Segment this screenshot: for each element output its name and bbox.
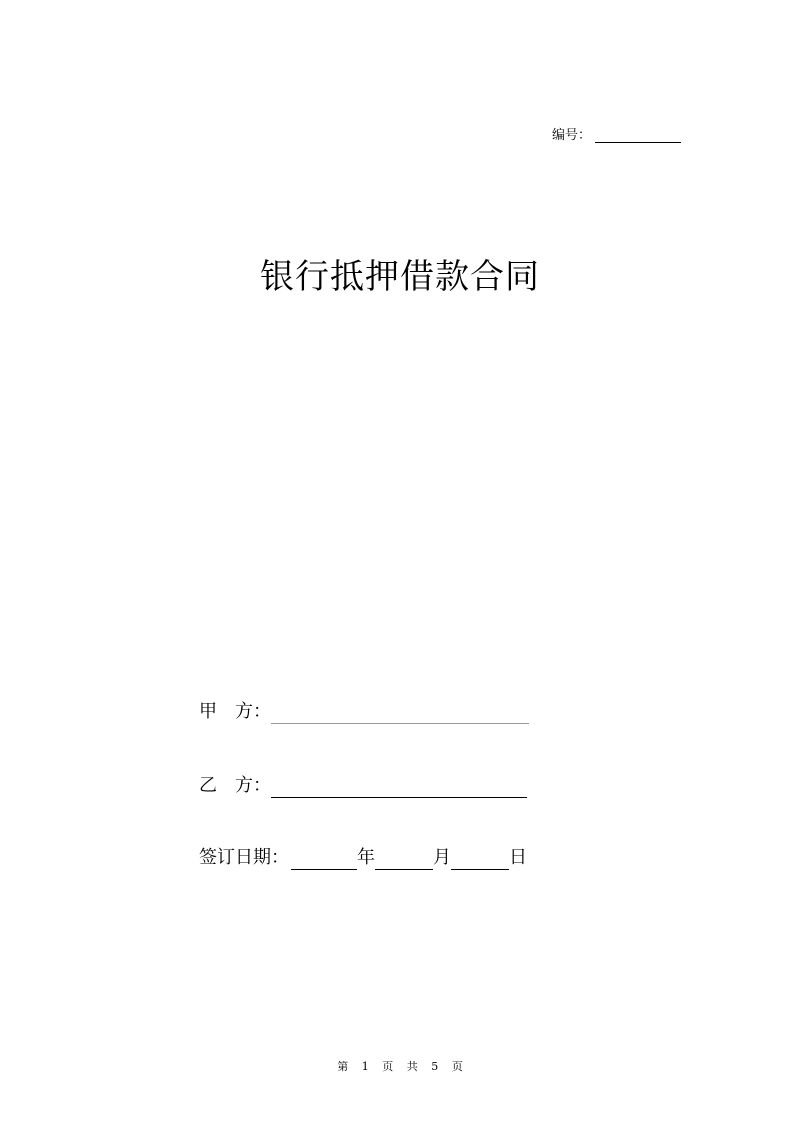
sign-date-month-blank bbox=[375, 851, 433, 870]
document-number bbox=[552, 124, 681, 143]
footer-total-prefix: 共 bbox=[406, 1060, 418, 1073]
party-a-label: 甲 方： bbox=[199, 701, 271, 722]
party-b-label: 乙 方： bbox=[199, 775, 271, 796]
party-b-blank bbox=[271, 779, 527, 798]
footer-total-pages: 5 bbox=[431, 1060, 439, 1073]
sign-date-day-blank bbox=[451, 851, 509, 870]
sign-date-year-label: 年 bbox=[357, 847, 375, 868]
footer-page-unit: 页 bbox=[382, 1060, 394, 1073]
party-a-blank bbox=[271, 705, 529, 724]
document-title: 银行抵押借款合同 bbox=[260, 257, 540, 297]
page-footer bbox=[0, 1058, 800, 1074]
sign-date-year-blank bbox=[291, 851, 357, 870]
document-number-blank bbox=[595, 129, 681, 143]
sign-date-row bbox=[199, 846, 527, 870]
document-number-label: 编号： bbox=[552, 128, 592, 143]
party-a-row bbox=[199, 700, 529, 724]
footer-prefix: 第 bbox=[337, 1060, 349, 1073]
footer-current-page: 1 bbox=[361, 1060, 369, 1073]
footer-total-unit: 页 bbox=[451, 1060, 463, 1073]
sign-date-label: 签订日期： bbox=[199, 847, 289, 868]
sign-date-day-label: 日 bbox=[509, 847, 527, 868]
sign-date-month-label: 月 bbox=[433, 847, 451, 868]
party-b-row bbox=[199, 774, 527, 798]
